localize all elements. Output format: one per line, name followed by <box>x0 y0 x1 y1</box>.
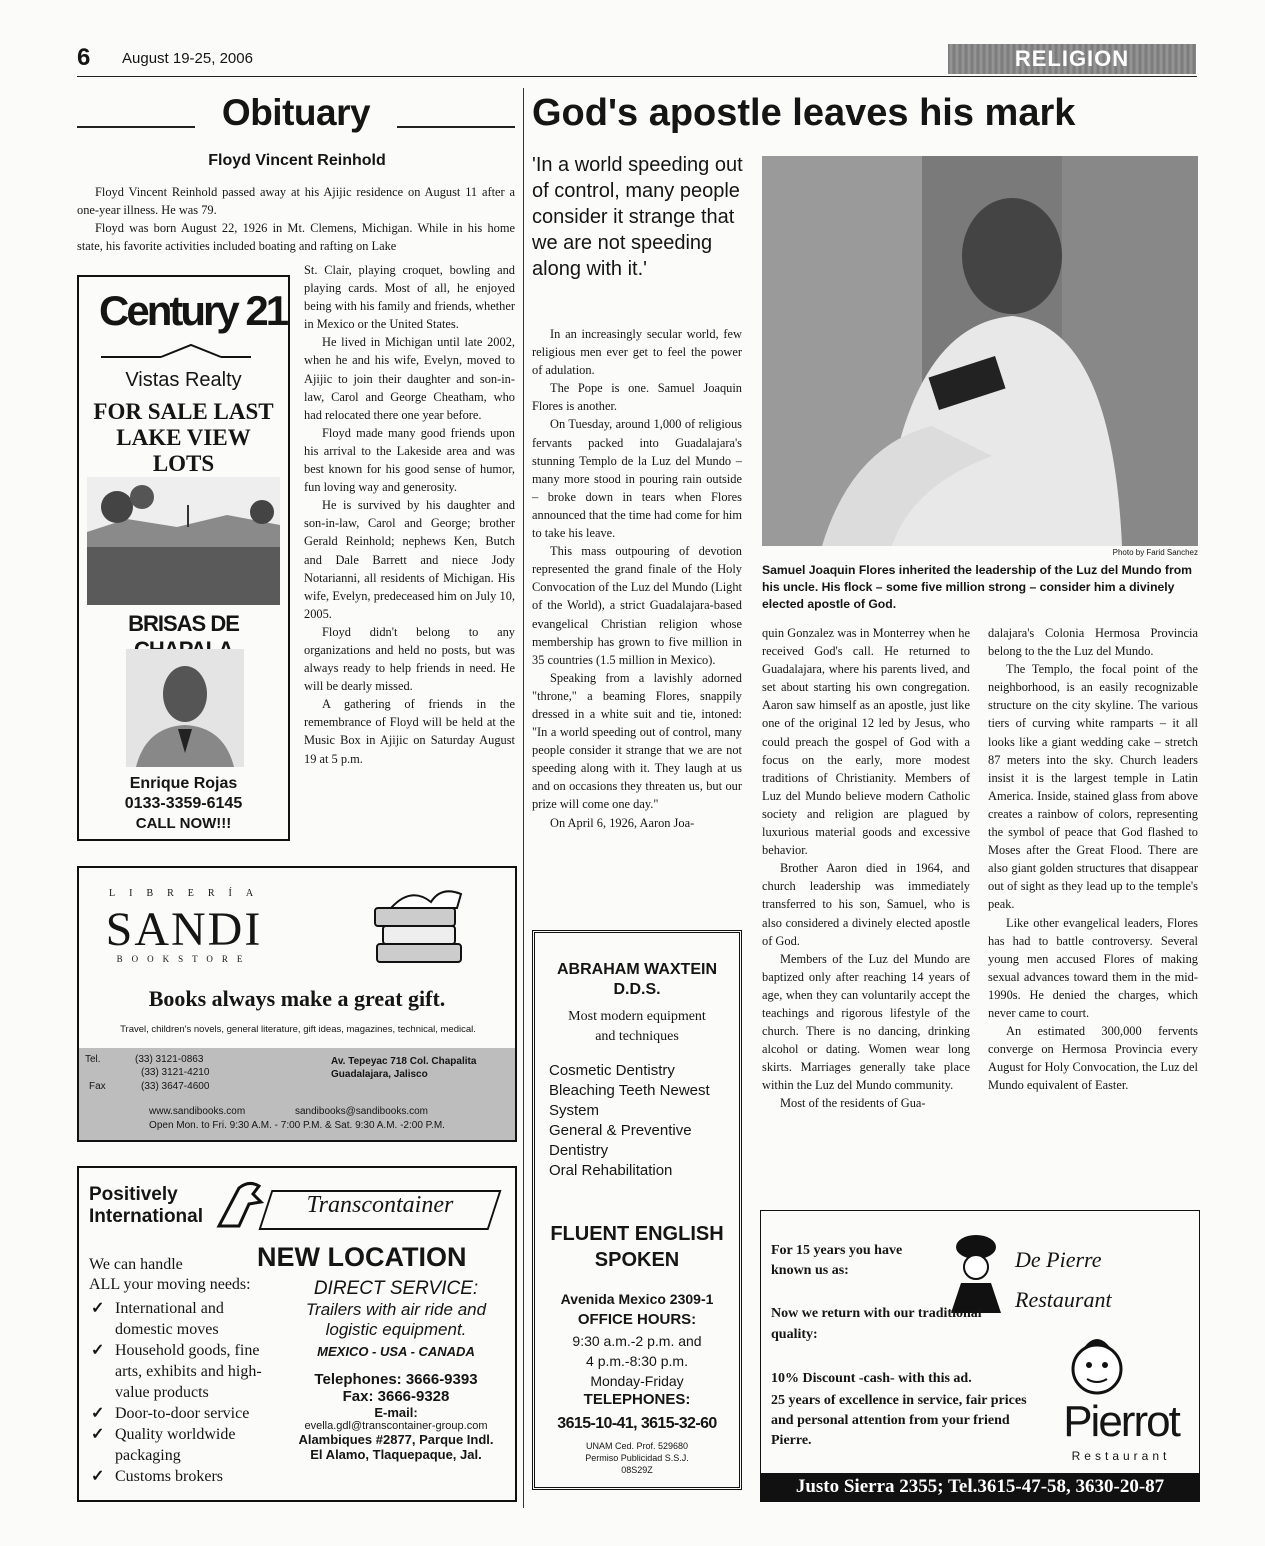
century21-logo-text: Century 21 <box>99 287 287 334</box>
transcontainer-address2: El Alamo, Tlaquepaque, Jal. <box>310 1447 482 1462</box>
page-number: 6 <box>77 44 91 71</box>
article-paragraph: quin Gonzalez was in Monterrey when he received God's call. He returned to Guadalajara, where his parents lived, and set about starting his own congregation. Aaron saw himself as an apostle, just like one of the original 12 led by Jesus, who could preach the gospel of God with a focus on the early, more modest traditions of Christianity. Members of Luz del Mundo believe modern Catholic society and religion are plagued by luxurious material goods and excessive behavior. <box>762 626 970 858</box>
obituary-paragraph: Floyd was born August 22, 1926 in Mt. Clemens, Michigan. While in his home state, his favorite activities included boating and rafting on Lake <box>77 221 515 254</box>
article-paragraph: The Templo, the focal point of the neighborhood, is an easily recognizable structure on the city skyline. The various tiers of curving white ramparts – it all looks like a giant wedding cake – stretch 87 meters into the sky. Church leaders insist it is the largest temple in Latin America. Inside, stained glass from above creates a rainbow of colors, representing the symbol of peace that God flashed to Moses after the Great Flood. There are also giant golden structures that disappear out of sight as they lead up to the temple's peak. <box>988 662 1198 912</box>
books-stack-icon <box>371 884 467 968</box>
obituary-paragraph: Floyd made many good friends upon his arrival to the Lakeside area and was best known for his good sense of humor, fun loving way and generosity. <box>304 425 515 495</box>
article-paragraph: This mass outpouring of devotion represented the grand finale of the Holy Convocation of the Luz del Mundo (Light of the World), a strict Guadalajara-based evangelical Christian religion whose membership has grown to five million in 35 countries (1.5 million in Mexico). <box>532 544 742 667</box>
article-paragraph: Members of the Luz del Mundo are baptized only after reaching 14 years of age, when they can voluntarily accept the teachings and rigorous lifestyle of the church. There is no dancing, drinking alcohol or dating. Women wear long skirts. Marriages generally take place within the Luz del Mundo community. <box>762 951 970 1093</box>
agent-photo <box>126 649 244 767</box>
pierrot-old-name2: Restaurant <box>1015 1287 1112 1312</box>
transcontainer-new-location: NEW LOCATION <box>257 1242 467 1272</box>
sandi-address2: Guadalajara, Jalisco <box>331 1069 428 1080</box>
sandi-categories: Travel, children's novels, general literature, gift ideas, magazines, technical, medical. <box>120 1024 476 1035</box>
permit-number: 08S29Z <box>621 1465 653 1475</box>
article-paragraph: The Pope is one. Samuel Joaquin Flores is another. <box>532 381 742 414</box>
transcontainer-email[interactable]: evella.gdl@transcontainer-group.com <box>304 1420 488 1432</box>
sandi-bookstore: BOOKSTORE <box>116 954 252 964</box>
obituary-paragraph: He is survived by his daughter and son-in-law, Carol and George; brother Gerald Reinhold; nephews Ken, Butch and Dale Barrett and niece Jody Notarianni, all residents of Michigan. His wife, Evelyn, predeceased him on July 10, 2005. <box>304 498 515 621</box>
pierrot-clown-icon <box>1057 1319 1137 1401</box>
pierrot-footer-band <box>761 1473 1199 1501</box>
obituary-paragraph: He lived in Michigan until late 2002, when he and his wife, Evelyn, moved to Ajijic to join their daughter and son-in-law, Carol and George Cheatham, who had relocated there one year before. <box>304 335 515 422</box>
article-paragraph: An estimated 300,000 fervents converge on Hermosa Provincia every August for Holy Convocation, the Luz del Mundo equivalent of Easter. <box>988 1024 1198 1093</box>
trailers-text: Trailers with air ride and logistic equipment. <box>305 1300 487 1339</box>
moving-services-list <box>89 1298 279 1487</box>
dentist-title: D.D.S. <box>613 981 661 998</box>
century21-office: Vistas Realty <box>125 369 242 391</box>
email-label: E-mail: <box>374 1405 418 1420</box>
office-hours-1: 9:30 a.m.-2 p.m. and <box>572 1333 702 1349</box>
service-item: ✓ Household goods, fine arts, exhibits and high-value products <box>89 1340 279 1403</box>
dental-service: Bleaching Teeth Newest System <box>549 1082 710 1119</box>
article-headline: God's apostle leaves his mark <box>532 92 1076 134</box>
transcontainer-fax: Fax: 3666-9328 <box>342 1388 450 1405</box>
pierrot-brand: Pierrot <box>1063 1397 1179 1446</box>
agent-phone[interactable]: 0133-3359-6145 <box>124 795 243 812</box>
article-paragraph: Like other evangelical leaders, Flores has had to battle controversy. Several young men accused Flores of making sexual advances toward them in the mid-1990s. He denied the charges, which never came to court. <box>988 915 1198 1020</box>
sandi-fax: (33) 3647-4600 <box>141 1081 210 1092</box>
pierrot-ad[interactable] <box>760 1210 1200 1502</box>
article-column-1 <box>532 325 742 832</box>
sandi-tel-label: Tel. <box>85 1054 101 1065</box>
section-label: RELIGION <box>1014 46 1130 71</box>
obituary-rule-left <box>77 126 195 128</box>
sandi-web[interactable]: www.sandibooks.com <box>149 1106 246 1117</box>
fluent-english: FLUENT ENGLISH SPOKEN <box>550 1223 724 1271</box>
article-paragraph: Speaking from a lavishly adorned "throne," a beaming Flores, snappily dressed in a white suit and tie, intoned: "In a world speeding out of control, many people consider it strange that we are not speeding along with it. They laugh at us and on occasions they threaten us, but our prize will come one day." <box>532 670 742 812</box>
obituary-paragraph: Floyd Vincent Reinhold passed away at his Ajijic residence on August 11 after a one-year illness. He was 79. <box>77 185 515 218</box>
lake-view-photo <box>87 477 280 605</box>
dental-service: Cosmetic Dentistry <box>549 1062 675 1079</box>
office-days: Monday-Friday <box>590 1373 684 1389</box>
dentist-tagline: Most modern equipment and techniques <box>568 1009 706 1044</box>
transcontainer-address1: Alambiques #2877, Parque Indl. <box>298 1432 494 1447</box>
obituary-paragraph: St. Clair, playing croquet, bowling and playing cards. Most of all, he enjoyed being with his family and friends, whether in Mexico or the United States. <box>304 263 515 332</box>
obituary-heading: Obituary <box>221 92 371 133</box>
obituary-name: Floyd Vincent Reinhold <box>208 152 386 169</box>
dentist-address: Avenida Mexico 2309-1 <box>560 1291 714 1307</box>
transcontainer-logo: Transcontainer <box>306 1192 454 1218</box>
pierrot-discount: 10% Discount -cash- with this ad. <box>771 1371 972 1386</box>
obituary-intro <box>77 183 515 255</box>
transcontainer-handle: We can handle <box>89 1256 183 1273</box>
century21-ad[interactable] <box>77 275 290 841</box>
service-item: ✓ Door-to-door service <box>89 1403 279 1424</box>
column-divider <box>523 88 524 1508</box>
dentist-phones[interactable]: 3615-10-41, 3615-32-60 <box>557 1415 717 1432</box>
transcontainer-ad[interactable] <box>77 1166 517 1502</box>
waxtein-ad[interactable] <box>532 930 742 1490</box>
obituary-paragraph: Floyd didn't belong to any organizations and held no posts, but was always ready to help friends in need. He will be dearly missed. <box>304 624 515 694</box>
office-hours-2: 4 p.m.-8:30 p.m. <box>586 1353 688 1369</box>
pierrot-line2: Now we return with our traditional quality: <box>771 1306 982 1342</box>
cedula: UNAM Ced. Prof. 529680 <box>585 1441 689 1451</box>
sandi-ad[interactable] <box>77 866 517 1142</box>
article-paragraph: On Tuesday, around 1,000 of religious fervants packed into Guadalajara's stunning Templo de la Luz del Mundo – many more stood in pouring rain outside – broke down in tears when Flores announced that the time had come for him to take his leave. <box>532 417 742 541</box>
sandi-contact-band <box>79 1048 515 1140</box>
sandi-email[interactable]: sandibooks@sandibooks.com <box>295 1106 429 1117</box>
sandi-fax-label: Fax <box>89 1081 106 1092</box>
sandi-libreria: LIBRERÍA <box>109 888 268 899</box>
agent-name: Enrique Rojas <box>129 775 238 792</box>
article-column-3 <box>988 624 1198 1094</box>
pierrot-address-phone[interactable]: Justo Sierra 2355; Tel.3615-47-58, 3630-20-87 <box>795 1476 1165 1497</box>
pierrot-line1: For 15 years you have known us as: <box>771 1243 903 1278</box>
photo-credit: Photo by Farid Sanchez <box>1112 548 1198 557</box>
transcontainer-telephone[interactable]: Telephones: 3666-9393 <box>314 1371 478 1388</box>
century21-logo <box>99 287 286 335</box>
direct-service: DIRECT SERVICE: <box>313 1278 479 1299</box>
obituary-column <box>304 261 515 768</box>
pull-quote: 'In a world speeding out of control, many people consider it strange that we are not speeding along with it.' <box>532 154 743 280</box>
countries-text: MEXICO - USA - CANADA <box>317 1344 475 1359</box>
article-paragraph: Brother Aaron died in 1964, and church leadership was immediately transferred to his son, Samuel, who is also considered a divinely elected apostle of God. <box>762 861 970 948</box>
obituary-paragraph: A gathering of friends in the remembrance of Floyd will be held at the Music Box in Ajijic on Saturday August 19 at 5 p.m. <box>304 697 515 766</box>
office-hours-label: OFFICE HOURS: <box>577 1311 697 1328</box>
obituary-rule-right <box>397 126 515 128</box>
pierrot-brand-sub: Restaurant <box>1071 1449 1171 1463</box>
service-item: ✓ Quality worldwide packaging <box>89 1424 279 1466</box>
dentist-name: ABRAHAM WAXTEIN <box>557 961 717 978</box>
call-now: CALL NOW!!! <box>135 815 232 832</box>
dental-services-list <box>549 1061 729 1181</box>
sandi-address1: Av. Tepeyac 718 Col. Chapalita <box>331 1056 477 1067</box>
house-roof-icon <box>101 339 251 361</box>
dental-service: General & Preventive Dentistry <box>549 1122 692 1159</box>
chef-icon <box>941 1227 1011 1313</box>
photo-caption: Samuel Joaquin Flores inherited the leadership of the Luz del Mundo from his uncle. His flock – some five million strong – consider him a divinely elected apostle of God. <box>762 563 1192 611</box>
article-paragraph: On April 6, 1926, Aaron Joa- <box>550 815 695 830</box>
sandi-tel1[interactable]: (33) 3121-0863 <box>135 1054 204 1065</box>
century21-headline: FOR SALE LAST LAKE VIEW LOTS <box>93 399 274 476</box>
sandi-name: SANDI <box>105 903 263 956</box>
tagline-line2: International <box>89 1206 204 1227</box>
sandi-tel2[interactable]: (33) 3121-4210 <box>141 1067 210 1078</box>
section-banner <box>948 44 1196 74</box>
pierrot-old-name1: De Pierre <box>1015 1247 1102 1272</box>
telephones-label: TELEPHONES: <box>583 1391 691 1408</box>
transcontainer-right <box>279 1278 513 1462</box>
article-column-2 <box>762 624 970 1113</box>
article-paragraph: Most of the residents of Gua- <box>780 1096 926 1111</box>
permit: Permiso Publicidad S.S.J. <box>585 1453 689 1463</box>
century21-development: BRISAS DE <box>128 611 239 636</box>
sandi-hours: Open Mon. to Fri. 9:30 A.M. - 7:00 P.M. & Sat. 9:30 A.M. -2:00 P.M. <box>149 1120 445 1131</box>
flores-photo <box>762 156 1198 546</box>
transcontainer-tagline <box>89 1184 203 1228</box>
article-paragraph: dalajara's Colonia Hermosa Provincia belong to the the Luz del Mundo. <box>988 626 1198 659</box>
tagline-line1: Positively <box>89 1184 178 1205</box>
issue-date: August 19-25, 2006 <box>122 50 253 67</box>
service-item: ✓ International and domestic moves <box>89 1298 279 1340</box>
header-rule <box>77 76 1197 77</box>
dental-service: Oral Rehabilitation <box>549 1162 673 1179</box>
article-paragraph: In an increasingly secular world, few religious men ever get to feel the power of adulation. <box>532 327 742 378</box>
service-item: ✓ Customs brokers <box>89 1466 279 1487</box>
sandi-slogan: Books always make a great gift. <box>148 986 446 1011</box>
transcontainer-needs: ALL your moving needs: <box>89 1276 251 1293</box>
pierrot-excellence: 25 years of excellence in service, fair prices and personal attention from your friend Pierre. <box>771 1393 1027 1448</box>
